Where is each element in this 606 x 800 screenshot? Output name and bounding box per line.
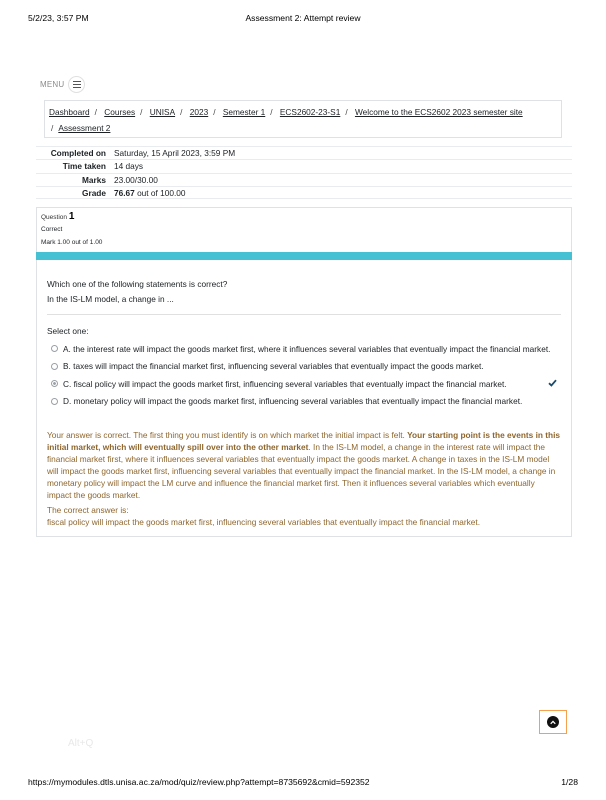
summary-row-grade <box>36 186 572 199</box>
feedback-bold: Your starting point is the events in this initial market, which will eventually spill over into the other market <box>47 430 561 452</box>
option-d[interactable] <box>51 393 561 411</box>
menu-toggle[interactable] <box>40 76 85 93</box>
question-mark: Mark 1.00 out of 1.00 <box>41 239 103 246</box>
question-info <box>36 207 572 254</box>
marks-value: 23.00/30.00 <box>114 174 158 185</box>
option-c[interactable] <box>51 375 561 393</box>
completed-label: Completed on <box>50 148 106 159</box>
marks-label: Marks <box>82 174 106 185</box>
option-b[interactable] <box>51 358 561 376</box>
radio-option-d[interactable] <box>51 398 58 405</box>
option-c-label: C. fiscal policy will impact the goods market first, influencing several variables that eventually impact the financial market. <box>63 378 507 389</box>
right-answer <box>47 505 561 529</box>
question-state: Correct <box>41 226 63 233</box>
summary-row-completed <box>36 146 572 159</box>
option-a[interactable] <box>51 340 561 358</box>
option-d-label: D. monetary policy will impact the goods market first, influencing several variables that eventually impact the financial market. <box>63 396 523 407</box>
breadcrumb-welcome[interactable]: Welcome to the ECS2602 2023 semester site <box>354 107 523 117</box>
summary-row-marks <box>36 173 572 186</box>
grade-value: 76.67 <box>114 187 135 198</box>
breadcrumb-semester[interactable]: Semester 1 <box>222 107 266 117</box>
menu-label: MENU <box>40 80 65 89</box>
breadcrumb-course[interactable]: ECS2602-23-S1 <box>279 107 341 117</box>
radio-option-c[interactable] <box>51 380 58 387</box>
completed-value: Saturday, 15 April 2023, 3:59 PM <box>114 148 236 159</box>
question-text-line2: In the IS-LM model, a change in ... <box>47 294 174 304</box>
right-answer-label: The correct answer is: <box>47 505 129 515</box>
breadcrumb-separator: / <box>140 107 143 117</box>
chevron-up-icon <box>547 716 559 728</box>
attempt-summary <box>36 146 572 199</box>
breadcrumb-separator: / <box>94 107 97 117</box>
shortcut-hint: Alt+Q <box>68 738 94 749</box>
print-title: Assessment 2: Attempt review <box>245 13 361 23</box>
back-to-top-button[interactable] <box>539 710 567 734</box>
print-header <box>28 13 578 27</box>
radio-option-b[interactable] <box>51 363 58 370</box>
breadcrumb-separator: / <box>270 107 273 117</box>
question-accent-bar <box>36 252 572 260</box>
question-text <box>47 277 227 307</box>
check-icon <box>548 379 557 389</box>
breadcrumb-year[interactable]: 2023 <box>189 107 209 117</box>
grade-suffix: out of 100.00 <box>134 187 186 198</box>
right-answer-text: fiscal policy will impact the goods market first, influencing several variables that eventually impact the financial market. <box>47 516 481 527</box>
breadcrumb-separator: / <box>213 107 216 117</box>
print-date: 5/2/23, 3:57 PM <box>28 13 89 23</box>
breadcrumb-unisa[interactable]: UNISA <box>149 107 176 117</box>
general-feedback <box>47 430 561 501</box>
hamburger-icon[interactable] <box>68 76 85 93</box>
question-number <box>41 211 567 222</box>
question-label: Question <box>41 214 68 221</box>
grade-value-wrap <box>114 188 572 198</box>
feedback-intro: Your answer is correct. The first thing you must identify is on which market the initial impact is felt. <box>47 430 408 440</box>
summary-row-time <box>36 159 572 172</box>
feedback-rest: . In the IS-LM model, a change in the interest rate will impact the financial market first, where it influences several variables that eventually impact the goods market. A change in taxes in the IS-LM model will impact the goods market first, influencing several variables that eventually impact the financial market. In the IS-LM model, a change in monetary policy will impact the LM curve and influence the financial market first. Then it influences several variables which eventually impact the goods market. <box>47 441 556 500</box>
question-content <box>36 260 572 537</box>
select-one-label: Select one: <box>47 326 89 336</box>
radio-option-a[interactable] <box>51 345 58 352</box>
option-a-label: A. the interest rate will impact the goods market first, where it influences several variables that eventually impact the financial market. <box>63 343 551 354</box>
question-text-line1: Which one of the following statements is correct? <box>47 279 228 289</box>
print-url: https://mymodules.dtls.unisa.ac.za/mod/quiz/review.php?attempt=8735692&cmid=592352 <box>28 777 370 787</box>
breadcrumb <box>44 100 562 138</box>
breadcrumb-separator: / <box>51 123 54 133</box>
grade-label: Grade <box>82 187 106 198</box>
print-page-number: 1/28 <box>561 777 578 787</box>
time-value: 14 days <box>114 161 144 172</box>
breadcrumb-separator: / <box>345 107 348 117</box>
breadcrumb-dashboard[interactable]: Dashboard <box>49 107 90 117</box>
option-b-label: B. taxes will impact the financial market first, influencing several variables that eventually impact the goods market. <box>63 361 484 372</box>
answer-options <box>51 340 561 410</box>
breadcrumb-separator: / <box>180 107 183 117</box>
question-number-value: 1 <box>68 211 75 222</box>
breadcrumb-courses[interactable]: Courses <box>104 107 136 117</box>
breadcrumb-assessment[interactable]: Assessment 2 <box>58 123 111 133</box>
time-label: Time taken <box>62 161 106 172</box>
question-divider <box>47 314 561 315</box>
